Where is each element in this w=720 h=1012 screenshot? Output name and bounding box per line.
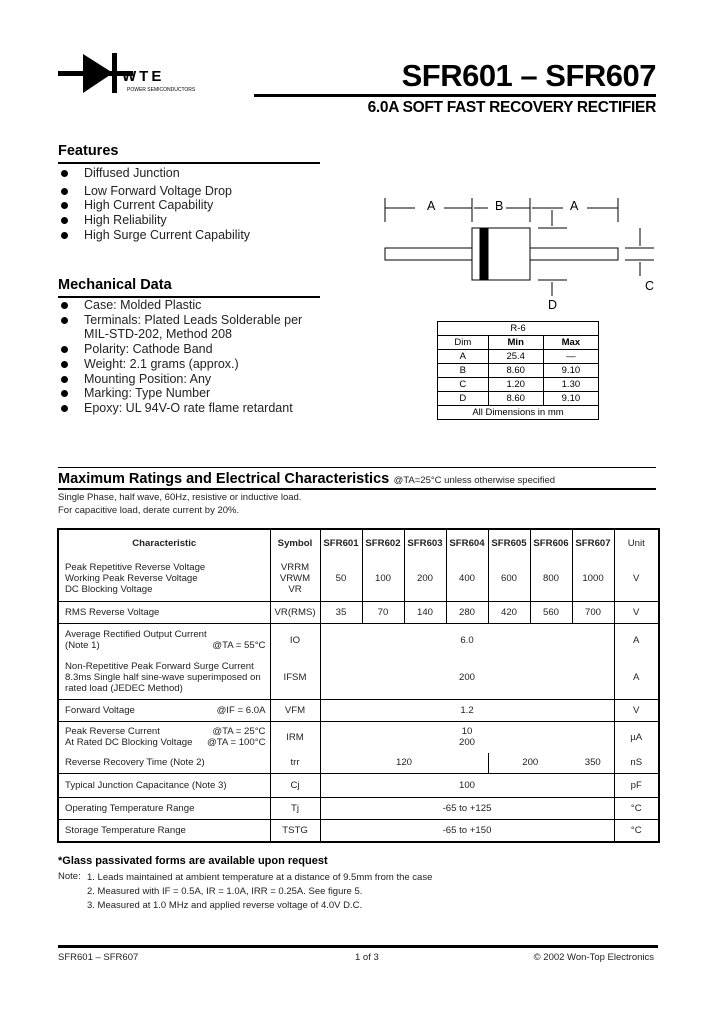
- unit-cell: °C: [614, 819, 659, 842]
- column-header: SFR601: [320, 529, 362, 557]
- list-item: Marking: Type Number: [58, 386, 302, 401]
- condition: @TA = 25°C: [212, 726, 266, 738]
- footer-rule: [58, 945, 658, 948]
- table-row: [438, 364, 599, 378]
- text: Forward Voltage: [65, 704, 135, 716]
- table-row: [438, 378, 599, 392]
- ratings-note-1: Single Phase, half wave, 60Hz, resistive or inductive load.: [58, 492, 302, 503]
- text: Non-Repetitive Peak Forward Surge Current: [65, 661, 254, 673]
- features-rule: [58, 162, 320, 164]
- list-item: Case: Molded Plastic: [58, 298, 302, 313]
- text: Average Rectified Output Current: [65, 629, 207, 641]
- column-header: Max: [543, 336, 598, 350]
- unit-cell: µA: [614, 721, 659, 753]
- text: VRRM: [280, 562, 310, 574]
- table-row: [58, 753, 659, 773]
- dim-table-title: R-6: [438, 322, 599, 336]
- table-cell: 8.60: [488, 392, 543, 406]
- value-cell: 70: [362, 601, 404, 623]
- dim-label-d: D: [548, 298, 558, 312]
- logo-tagline: POWER SEMICONDUCTORS: [127, 87, 196, 93]
- text: At Rated DC Blocking Voltage: [65, 737, 193, 749]
- value-cell: -65 to +150: [320, 819, 614, 842]
- copyright: © 2002 Won-Top Electronics: [533, 952, 654, 963]
- characteristic-cell: Operating Temperature Range: [58, 797, 270, 819]
- list-item: Mounting Position: Any: [58, 372, 302, 387]
- symbol-cell: VFM: [270, 699, 320, 721]
- value-cell: 800: [530, 557, 572, 601]
- footer-part-range: SFR601 – SFR607: [58, 952, 139, 963]
- unit-cell: V: [614, 699, 659, 721]
- table-row: [58, 601, 659, 623]
- table-cell: 1.20: [488, 378, 543, 392]
- value-cell: 200: [404, 557, 446, 601]
- dim-label-a: A: [427, 199, 436, 213]
- symbol-cell: Cj: [270, 773, 320, 797]
- note-item: 1. Leads maintained at ambient temperature at a distance of 9.5mm from the case: [87, 872, 433, 883]
- glass-passivated-note: *Glass passivated forms are available upon request: [58, 855, 328, 867]
- table-row: [58, 557, 659, 601]
- ratings-condition: @TA=25°C unless otherwise specified: [393, 475, 556, 486]
- list-item: High Reliability: [58, 213, 250, 228]
- list-item: High Current Capability: [58, 198, 250, 213]
- table-cell: 25.4: [488, 350, 543, 364]
- value-cell: 100: [320, 773, 614, 797]
- text: Peak Repetitive Reverse Voltage: [65, 562, 206, 574]
- features-heading: Features: [58, 143, 119, 159]
- value-cell: -65 to +125: [320, 797, 614, 819]
- unit-cell: A: [614, 657, 659, 699]
- table-header-row: [58, 529, 659, 557]
- value-cell: 400: [446, 557, 488, 601]
- column-header: SFR607: [572, 529, 614, 557]
- table-row: [58, 623, 659, 657]
- column-header: SFR603: [404, 529, 446, 557]
- list-item: Low Forward Voltage Drop: [58, 184, 250, 199]
- text: DC Blocking Voltage: [65, 584, 153, 596]
- unit-cell: pF: [614, 773, 659, 797]
- characteristic-cell: [58, 657, 270, 699]
- unit-cell: V: [614, 601, 659, 623]
- table-cell: 8.60: [488, 364, 543, 378]
- dim-label-b: B: [495, 199, 504, 213]
- dim-label-c: C: [645, 279, 655, 293]
- column-header: SFR602: [362, 529, 404, 557]
- value-cell: [320, 721, 614, 753]
- condition: @IF = 6.0A: [216, 704, 266, 716]
- dim-table-footer: All Dimensions in mm: [438, 406, 599, 420]
- column-header: SFR604: [446, 529, 488, 557]
- column-header: Characteristic: [132, 538, 197, 549]
- list-item: Polarity: Cathode Band: [58, 342, 302, 357]
- condition: @TA = 55°C: [212, 640, 266, 652]
- notes-list: [87, 871, 432, 913]
- symbol-cell: IRM: [270, 721, 320, 753]
- value-cell: 100: [362, 557, 404, 601]
- unit-cell: V: [614, 557, 659, 601]
- value-cell: 560: [530, 601, 572, 623]
- text: 10: [461, 726, 473, 738]
- list-item: Epoxy: UL 94V-O rate flame retardant: [58, 401, 302, 416]
- text: rated load (JEDEC Method): [65, 683, 183, 695]
- features-list: [58, 166, 250, 243]
- text: 200: [458, 737, 475, 749]
- characteristic-cell: [58, 721, 270, 753]
- table-cell: 9.10: [543, 392, 598, 406]
- value-cell: 200: [488, 753, 572, 773]
- list-item: Diffused Junction: [58, 166, 250, 181]
- characteristic-cell: [58, 623, 270, 657]
- column-header: Dim: [438, 336, 489, 350]
- symbol-cell: trr: [270, 753, 320, 773]
- unit-cell: A: [614, 623, 659, 657]
- condition: @TA = 100°C: [207, 737, 266, 749]
- characteristic-cell: Reverse Recovery Time (Note 2): [65, 757, 205, 769]
- value-cell: 1000: [572, 557, 614, 601]
- text: Peak Reverse Current: [65, 726, 160, 738]
- characteristic-cell: [58, 557, 270, 601]
- symbol-cell: Tj: [270, 797, 320, 819]
- table-cell: 9.10: [543, 364, 598, 378]
- symbol-cell: IFSM: [270, 657, 320, 699]
- table-row: [58, 657, 659, 699]
- table-cell: D: [438, 392, 489, 406]
- unit-cell: nS: [614, 753, 659, 773]
- value-cell: 35: [320, 601, 362, 623]
- ratings-note-2: For capacitive load, derate current by 20%.: [58, 505, 240, 516]
- table-cell: B: [438, 364, 489, 378]
- table-row: [438, 350, 599, 364]
- value-cell: 350: [584, 757, 601, 769]
- page-subtitle: 6.0A SOFT FAST RECOVERY RECTIFIER: [367, 99, 656, 116]
- note-item: 3. Measured at 1.0 MHz and applied reverse voltage of 4.0V D.C.: [87, 900, 363, 911]
- value-cell: 280: [446, 601, 488, 623]
- table-row: [58, 797, 659, 819]
- table-cell: C: [438, 378, 489, 392]
- characteristic-cell: Storage Temperature Range: [58, 819, 270, 842]
- text: 8.3ms Single half sine-wave superimposed on: [65, 672, 261, 684]
- table-row: [58, 819, 659, 842]
- unit-cell: °C: [614, 797, 659, 819]
- list-item: Weight: 2.1 grams (approx.): [58, 357, 302, 372]
- ratings-heading: Maximum Ratings and Electrical Characteristics: [58, 471, 390, 487]
- ratings-heading-line: [58, 470, 555, 488]
- symbol-cell: TSTG: [270, 819, 320, 842]
- text: VR: [288, 584, 302, 596]
- value-cell: 6.0: [320, 623, 614, 657]
- page-number: 1 of 3: [355, 952, 379, 963]
- title-rule: [254, 94, 656, 97]
- ratings-top-rule: [58, 467, 656, 468]
- characteristic-cell: Typical Junction Capacitance (Note 3): [58, 773, 270, 797]
- column-header: Symbol: [270, 529, 320, 557]
- list-item: MIL-STD-202, Method 208: [84, 327, 232, 342]
- value-cell: 700: [572, 601, 614, 623]
- column-header: Min: [488, 336, 543, 350]
- column-header: SFR606: [530, 529, 572, 557]
- table-row: [438, 392, 599, 406]
- characteristic-cell: RMS Reverse Voltage: [58, 601, 270, 623]
- symbol-cell: [270, 557, 320, 601]
- dim-label-a: A: [570, 199, 579, 213]
- value-cell: 200: [320, 657, 614, 699]
- ratings-rule: [58, 488, 656, 490]
- ratings-table: [57, 528, 660, 843]
- value-cell: 50: [320, 557, 362, 601]
- characteristic-cell: [58, 699, 270, 721]
- table-row: [58, 721, 659, 753]
- logo-brand: WTE: [122, 68, 165, 85]
- table-cell: 1.30: [543, 378, 598, 392]
- value-cell: 600: [488, 557, 530, 601]
- table-cell: —: [543, 350, 598, 364]
- package-outline-diagram: [370, 190, 670, 315]
- text: Working Peak Reverse Voltage: [65, 573, 198, 585]
- symbol-cell: VR(RMS): [270, 601, 320, 623]
- mechanical-heading: Mechanical Data: [58, 277, 172, 293]
- mechanical-list: [58, 298, 302, 416]
- page-title: SFR601 – SFR607: [401, 58, 656, 93]
- symbol-cell: IO: [270, 623, 320, 657]
- column-header: SFR605: [488, 529, 530, 557]
- note-item: 2. Measured with IF = 0.5A, IR = 1.0A, IRR = 0.25A. See figure 5.: [87, 886, 363, 897]
- note-label: Note:: [58, 871, 81, 882]
- text: (Note 1): [65, 640, 100, 652]
- table-row: [58, 699, 659, 721]
- value-cell: 1.2: [320, 699, 614, 721]
- value-cell: 420: [488, 601, 530, 623]
- dimensions-table: [437, 321, 599, 420]
- column-header: Unit: [614, 529, 659, 557]
- value-cell: 140: [404, 601, 446, 623]
- list-item: Terminals: Plated Leads Solderable per: [58, 313, 302, 328]
- table-cell: A: [438, 350, 489, 364]
- text: VRWM: [279, 573, 311, 585]
- value-cell: 120: [320, 753, 488, 773]
- table-row: [58, 773, 659, 797]
- list-item: High Surge Current Capability: [58, 228, 250, 243]
